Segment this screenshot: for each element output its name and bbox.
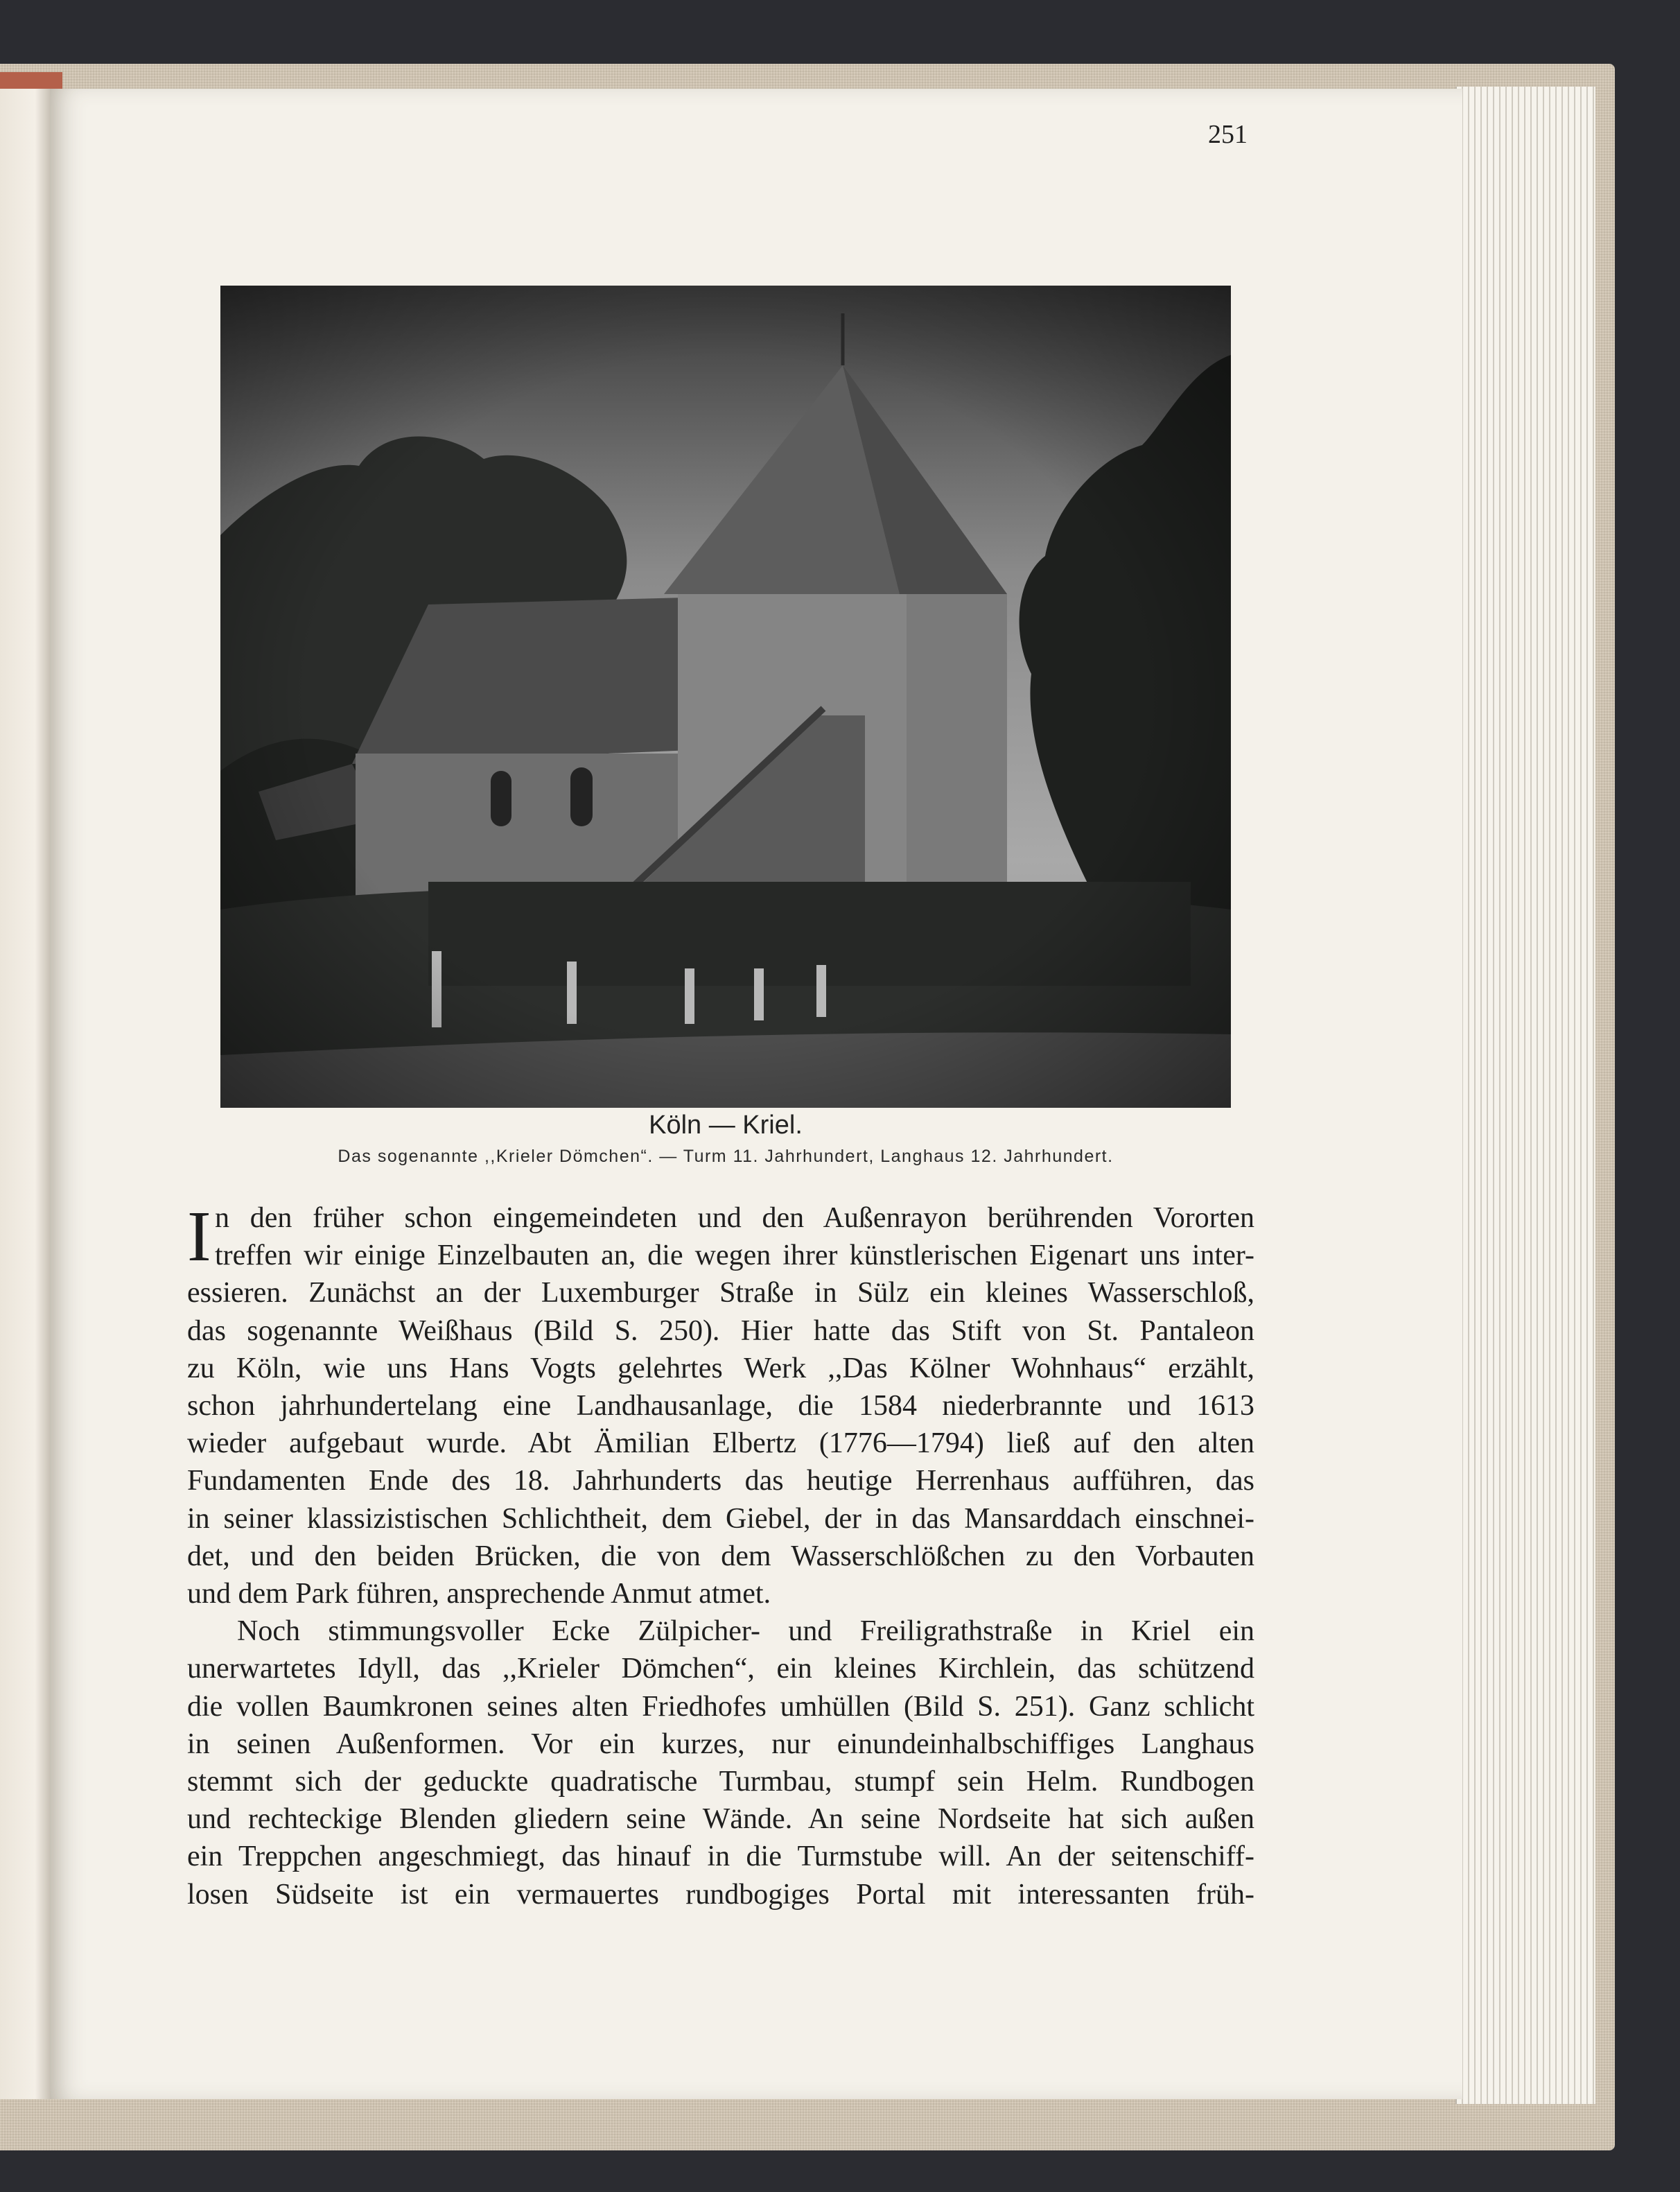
church-photograph (220, 286, 1231, 1108)
text-line: in seiner klassizistischen Schlichtheit, dem Giebel, der in das Mansarddach einschnei- (187, 1502, 1254, 1535)
text-line: und rechteckige Blenden gliedern seine Wände. An seine Nordseite hat sich außen (187, 1803, 1254, 1836)
text-line: essieren. Zunächst an der Luxemburger Straße in Sülz ein kleines Wasserschloß, (187, 1277, 1254, 1310)
text-line: Fundamenten Ende des 18. Jahrhunderts das heutige Herrenhaus aufführen, das (187, 1465, 1254, 1497)
text-line: n den früher schon eingemeindeten und den Außenrayon berührenden Vororten (215, 1202, 1254, 1234)
body-text (187, 1199, 1254, 1913)
text-line: unerwartetes Idyll, das ,,Krieler Dömchen“, ein kleines Kirchlein, das schützend (187, 1653, 1254, 1685)
text-line: in seinen Außenformen. Vor ein kurzes, nur einundeinhalbschiffiges Langhaus (187, 1728, 1254, 1760)
text-line: und dem Park führen, ansprechende Anmut atmet. (187, 1578, 771, 1610)
text-line: treffen wir einige Einzelbauten an, die wegen ihrer künstlerischen Eigenart uns inter- (215, 1239, 1254, 1272)
text-line: zu Köln, wie uns Hans Vogts gelehrtes Werk ,,Das Kölner Wohnhaus“ erzählt, (187, 1352, 1254, 1384)
text-line: Noch stimmungsvoller Ecke Zülpicher- und Freiligrathstraße in Kriel ein (237, 1615, 1254, 1648)
text-line: schon jahrhundertelang eine Landhausanlage, die 1584 niederbrannte und 1613 (187, 1390, 1254, 1423)
page-number: 251 (1208, 120, 1248, 149)
page-block-edges (1455, 87, 1595, 2104)
text-line: ein Treppchen angeschmiegt, das hinauf in die Turmstube will. An der seitenschiff- (187, 1841, 1254, 1873)
photo-caption-subtitle: Das sogenannte ,,Krieler Dömchen“. — Turm 11. Jahrhundert, Langhaus 12. Jahrhundert. (338, 1147, 1114, 1166)
drop-cap: I (187, 1197, 211, 1276)
text-line: stemmt sich der geduckte quadratische Turmbau, stumpf sein Helm. Rundbogen (187, 1766, 1254, 1798)
text-line: losen Südseite ist ein vermauertes rundbogiges Portal mit interessanten früh- (187, 1878, 1254, 1911)
text-line: die vollen Baumkronen seines alten Friedhofes umhüllen (Bild S. 251). Ganz schlicht (187, 1690, 1254, 1723)
church-photograph-illustration (220, 286, 1231, 1108)
left-facing-page-edge (0, 89, 50, 2099)
text-line: das sogenannte Weißhaus (Bild S. 250). Hier hatte das Stift von St. Pantaleon (187, 1314, 1254, 1347)
photo-caption-title: Köln — Kriel. (649, 1111, 803, 1140)
text-line: wieder aufgebaut wurde. Abt Ämilian Elbertz (1776—1794) ließ auf den alten (187, 1427, 1254, 1460)
text-line: det, und den beiden Brücken, die von dem Wasserschlößchen zu den Vorbauten (187, 1540, 1254, 1572)
